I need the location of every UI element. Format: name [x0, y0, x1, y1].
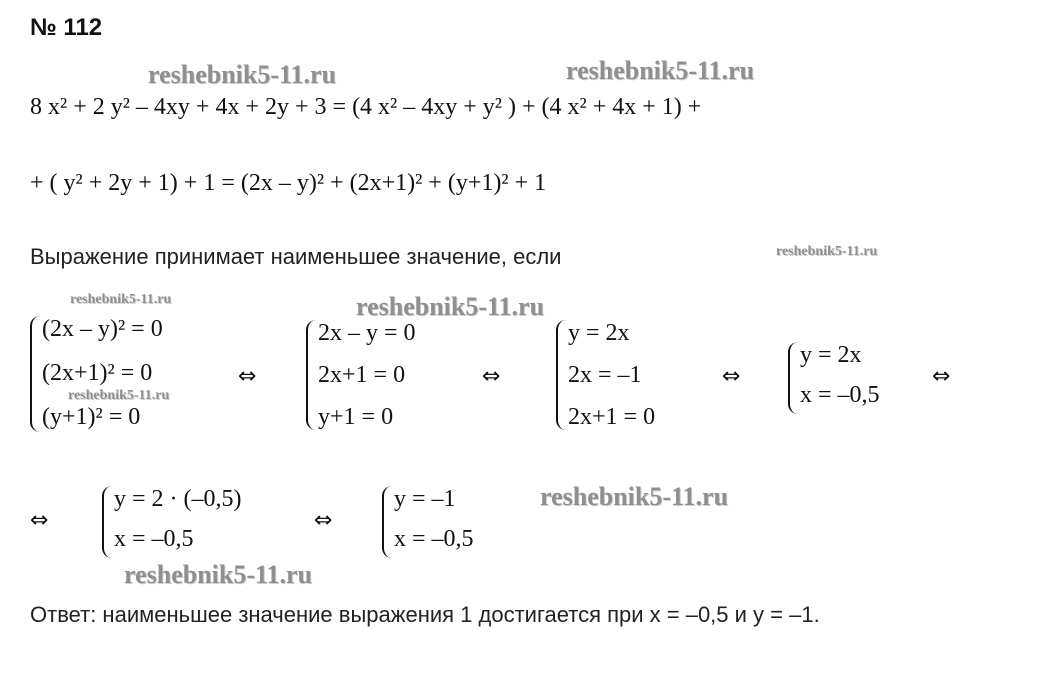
watermark-3: reshebnik5-11.ru	[776, 244, 878, 259]
system-2-row-1: 2x – y = 0	[318, 320, 416, 346]
system-3-row-2: 2x = –1	[568, 362, 642, 388]
system-brace	[102, 486, 112, 558]
system-4-row-1: y = 2x	[800, 342, 862, 368]
equivalence-arrow-4: ⇔	[932, 364, 951, 389]
watermark-7: reshebnik5-11.ru	[540, 482, 729, 511]
watermark-2: reshebnik5-11.ru	[566, 56, 755, 85]
system-3	[556, 316, 706, 434]
watermark-8: reshebnik5-11.ru	[124, 560, 313, 589]
system-5-row-2: x = –0,5	[114, 526, 194, 552]
equivalence-arrow-1: ⇔	[238, 364, 257, 389]
system-2-row-3: y+1 = 0	[318, 404, 394, 430]
equation-line-2: + ( y² + 2y + 1) + 1 = (2x – y)² + (2x+1)² + (y+1)² + 1	[30, 170, 547, 196]
system-1-row-2: (2x+1)² = 0	[42, 360, 153, 386]
system-brace	[788, 342, 798, 414]
system-2	[306, 316, 466, 434]
system-4	[788, 338, 918, 418]
watermark-5: reshebnik5-11.ru	[356, 292, 545, 321]
system-2-row-2: 2x+1 = 0	[318, 362, 406, 388]
condition-text: Выражение принимает наименьшее значение, если	[30, 244, 562, 269]
system-brace	[556, 320, 566, 430]
system-5-row-1: y = 2 · (–0,5)	[114, 486, 242, 512]
equivalence-arrow-6: ⇔	[314, 508, 333, 533]
equivalence-arrow-2: ⇔	[482, 364, 501, 389]
watermark-1: reshebnik5-11.ru	[148, 60, 337, 89]
problem-number: № 112	[30, 14, 103, 41]
system-4-row-2: x = –0,5	[800, 382, 880, 408]
system-6-row-1: y = –1	[394, 486, 456, 512]
system-brace	[382, 486, 392, 558]
answer-text: Ответ: наименьшее значение выражения 1 достигается при x = –0,5 и y = –1.	[30, 602, 820, 627]
system-6	[382, 482, 512, 562]
system-3-row-3: 2x+1 = 0	[568, 404, 656, 430]
system-1	[30, 312, 230, 436]
system-brace	[30, 316, 40, 432]
equivalence-arrow-3: ⇔	[722, 364, 741, 389]
watermark-6: reshebnik5-11.ru	[68, 388, 170, 403]
watermark-4: reshebnik5-11.ru	[70, 292, 172, 307]
system-5	[102, 482, 292, 562]
system-6-row-2: x = –0,5	[394, 526, 474, 552]
system-1-row-3: (y+1)² = 0	[42, 404, 141, 430]
system-1-row-1: (2x – y)² = 0	[42, 316, 163, 342]
equivalence-arrow-5: ⇔	[30, 508, 49, 533]
equation-line-1: 8 x² + 2 y² – 4xy + 4x + 2y + 3 = (4 x² – 4xy + y² ) + (4 x² + 4x + 1) +	[30, 94, 702, 120]
system-brace	[306, 320, 316, 430]
system-3-row-1: y = 2x	[568, 320, 630, 346]
